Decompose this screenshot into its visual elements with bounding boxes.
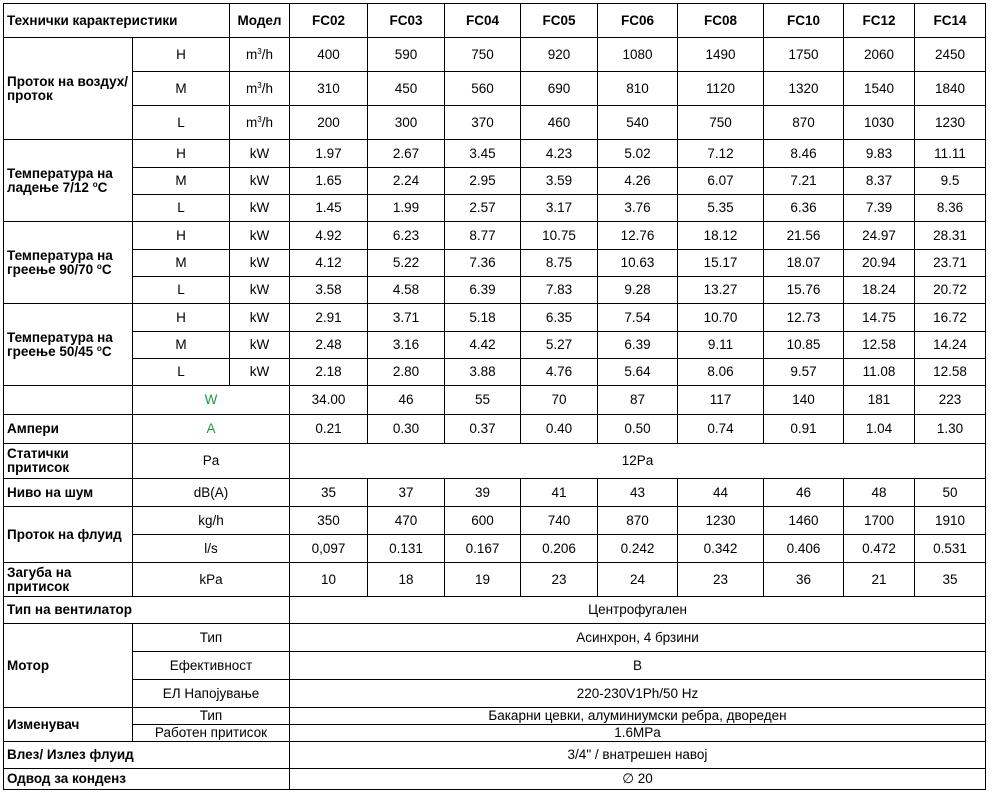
value-cell: 8.37 xyxy=(844,168,915,195)
power-label xyxy=(4,386,133,415)
value-cell: 21.56 xyxy=(764,222,844,250)
static-pressure-unit: Pa xyxy=(133,444,290,479)
value-cell: 870 xyxy=(764,106,844,140)
value-cell: 0.21 xyxy=(290,415,368,444)
value-cell: 20.94 xyxy=(844,250,915,277)
value-cell: 1490 xyxy=(678,38,764,72)
heating90-row-l xyxy=(4,277,986,304)
speed-label: H xyxy=(133,38,230,72)
value-cell: 14.75 xyxy=(844,304,915,332)
value-cell: 1.97 xyxy=(290,140,368,168)
value-cell: 2450 xyxy=(915,38,986,72)
value-cell: 70 xyxy=(521,386,598,415)
value-cell: 46 xyxy=(764,479,844,507)
value-cell: 1.45 xyxy=(290,195,368,222)
unit-label: kW xyxy=(230,168,290,195)
value-cell: 2.95 xyxy=(445,168,521,195)
exchanger-value: 1.6MPa xyxy=(290,725,986,742)
value-cell: 1030 xyxy=(844,106,915,140)
value-cell: 1.65 xyxy=(290,168,368,195)
speed-label: L xyxy=(133,106,230,140)
value-cell: 7.21 xyxy=(764,168,844,195)
value-cell: 6.23 xyxy=(368,222,445,250)
value-cell: 44 xyxy=(678,479,764,507)
exchanger-row-type xyxy=(4,708,986,725)
cooling-row-l xyxy=(4,195,986,222)
unit-label: kW xyxy=(230,222,290,250)
pressure-loss-row xyxy=(4,563,986,597)
value-cell: 1750 xyxy=(764,38,844,72)
fluid-io-value: 3/4" / внатрешен навој xyxy=(290,742,986,769)
value-cell: 18 xyxy=(368,563,445,597)
value-cell: 5.27 xyxy=(521,332,598,359)
value-cell: 18.12 xyxy=(678,222,764,250)
fluid-flow-row-ls xyxy=(4,535,986,563)
value-cell: 0.30 xyxy=(368,415,445,444)
noise-label: Ниво на шум xyxy=(4,479,133,507)
value-cell: 12.73 xyxy=(764,304,844,332)
value-cell: 9.57 xyxy=(764,359,844,386)
value-cell: 4.26 xyxy=(598,168,678,195)
value-cell: 3.17 xyxy=(521,195,598,222)
value-cell: 4.42 xyxy=(445,332,521,359)
value-cell: 370 xyxy=(445,106,521,140)
unit-label: kW xyxy=(230,277,290,304)
fluid-flow-row-kgh xyxy=(4,507,986,535)
value-cell: 8.75 xyxy=(521,250,598,277)
value-cell: 10.63 xyxy=(598,250,678,277)
speed-label: M xyxy=(133,168,230,195)
noise-unit: dB(A) xyxy=(133,479,290,507)
value-cell: 117 xyxy=(678,386,764,415)
value-cell: 4.23 xyxy=(521,140,598,168)
current-row xyxy=(4,415,986,444)
value-cell: 11.08 xyxy=(844,359,915,386)
unit-label: kW xyxy=(230,304,290,332)
value-cell: 50 xyxy=(915,479,986,507)
value-cell: 24.97 xyxy=(844,222,915,250)
fluid-flow-label: Проток на флуид xyxy=(4,507,133,563)
unit-label: $m^3/h$ xyxy=(230,106,290,140)
pressure-loss-label: Загуба на притисок xyxy=(4,563,133,597)
value-cell: 1910 xyxy=(915,507,986,535)
value-cell: 0.131 xyxy=(368,535,445,563)
value-cell: 18.24 xyxy=(844,277,915,304)
current-unit: A xyxy=(133,415,290,444)
value-cell: 87 xyxy=(598,386,678,415)
cooling-label: Температура на ладење 7/12 $^o$C xyxy=(4,140,133,222)
heating50-row-m xyxy=(4,332,986,359)
heating90-row-h xyxy=(4,222,986,250)
value-cell: 1540 xyxy=(844,72,915,106)
value-cell: 3.58 xyxy=(290,277,368,304)
model-label: Модел xyxy=(230,4,290,38)
speed-label: L xyxy=(133,195,230,222)
model-header: FC04 xyxy=(445,4,521,38)
motor-sub-label: ЕЛ Напојување xyxy=(133,680,290,708)
value-cell: 3.59 xyxy=(521,168,598,195)
value-cell: 15.17 xyxy=(678,250,764,277)
value-cell: 4.58 xyxy=(368,277,445,304)
value-cell: 1700 xyxy=(844,507,915,535)
heating50-label: Температура на греење 50/45 $^o$C xyxy=(4,304,133,386)
value-cell: 10.85 xyxy=(764,332,844,359)
motor-value: 220-230V1Ph/50 Hz xyxy=(290,680,986,708)
value-cell: 2.18 xyxy=(290,359,368,386)
value-cell: 18.07 xyxy=(764,250,844,277)
value-cell: 1230 xyxy=(678,507,764,535)
value-cell: 6.39 xyxy=(598,332,678,359)
model-header: FC12 xyxy=(844,4,915,38)
model-header: FC05 xyxy=(521,4,598,38)
value-cell: 810 xyxy=(598,72,678,106)
value-cell: 2.67 xyxy=(368,140,445,168)
value-cell: 9.28 xyxy=(598,277,678,304)
value-cell: 10 xyxy=(290,563,368,597)
value-cell: 0,097 xyxy=(290,535,368,563)
value-cell: 19 xyxy=(445,563,521,597)
value-cell: 0.472 xyxy=(844,535,915,563)
value-cell: 5.22 xyxy=(368,250,445,277)
value-cell: 470 xyxy=(368,507,445,535)
value-cell: 9.5 xyxy=(915,168,986,195)
value-cell: 7.39 xyxy=(844,195,915,222)
unit-label: kW xyxy=(230,359,290,386)
value-cell: 200 xyxy=(290,106,368,140)
value-cell: 1120 xyxy=(678,72,764,106)
speed-label: M xyxy=(133,332,230,359)
value-cell: 5.18 xyxy=(445,304,521,332)
value-cell: 46 xyxy=(368,386,445,415)
value-cell: 34.00 xyxy=(290,386,368,415)
unit-label: kW xyxy=(230,250,290,277)
model-header: FC03 xyxy=(368,4,445,38)
value-cell: 28.31 xyxy=(915,222,986,250)
value-cell: 8.06 xyxy=(678,359,764,386)
value-cell: 0.242 xyxy=(598,535,678,563)
airflow-row-h xyxy=(4,38,986,72)
value-cell: 24 xyxy=(598,563,678,597)
value-cell: 23 xyxy=(521,563,598,597)
header-row xyxy=(4,4,986,38)
airflow-label: Проток на воздух/проток xyxy=(4,38,133,140)
value-cell: 11.11 xyxy=(915,140,986,168)
unit-label: $m^3/h$ xyxy=(230,38,290,72)
value-cell: 37 xyxy=(368,479,445,507)
motor-row-efficiency xyxy=(4,652,986,680)
value-cell: 1.99 xyxy=(368,195,445,222)
value-cell: 0.37 xyxy=(445,415,521,444)
value-cell: 36 xyxy=(764,563,844,597)
exchanger-row-pressure xyxy=(4,725,986,742)
cooling-row-h xyxy=(4,140,986,168)
value-cell: 13.27 xyxy=(678,277,764,304)
value-cell: 1.04 xyxy=(844,415,915,444)
fan-type-label: Тип на вентилатор xyxy=(4,597,290,624)
speed-label: H xyxy=(133,140,230,168)
model-header: FC06 xyxy=(598,4,678,38)
heating50-row-l xyxy=(4,359,986,386)
value-cell: 3.76 xyxy=(598,195,678,222)
value-cell: 55 xyxy=(445,386,521,415)
exchanger-value: Бакарни цевки, алуминиумски ребра, двореден xyxy=(290,708,986,725)
speed-label: L xyxy=(133,277,230,304)
unit-label: kg/h xyxy=(133,507,290,535)
value-cell: 35 xyxy=(915,563,986,597)
value-cell: 39 xyxy=(445,479,521,507)
spec-table xyxy=(3,3,986,790)
value-cell: 450 xyxy=(368,72,445,106)
airflow-row-m xyxy=(4,72,986,106)
fluid-io-label: Влез/ Излез флуид xyxy=(4,742,290,769)
value-cell: 140 xyxy=(764,386,844,415)
value-cell: 9.11 xyxy=(678,332,764,359)
heating90-label: Температура на греење 90/70 $^o$C xyxy=(4,222,133,304)
value-cell: 6.35 xyxy=(521,304,598,332)
speed-label: M xyxy=(133,250,230,277)
pressure-loss-unit: kPa xyxy=(133,563,290,597)
value-cell: 1320 xyxy=(764,72,844,106)
value-cell: 23 xyxy=(678,563,764,597)
noise-row xyxy=(4,479,986,507)
cooling-row-m xyxy=(4,168,986,195)
value-cell: 2.24 xyxy=(368,168,445,195)
motor-value: Асинхрон, 4 брзини xyxy=(290,624,986,652)
value-cell: 460 xyxy=(521,106,598,140)
heating50-row-h xyxy=(4,304,986,332)
value-cell: 540 xyxy=(598,106,678,140)
condensate-row xyxy=(4,769,986,790)
value-cell: 590 xyxy=(368,38,445,72)
unit-label: $m^3/h$ xyxy=(230,72,290,106)
value-cell: 181 xyxy=(844,386,915,415)
value-cell: 4.12 xyxy=(290,250,368,277)
value-cell: 35 xyxy=(290,479,368,507)
value-cell: 0.406 xyxy=(764,535,844,563)
current-label: Ампери xyxy=(4,415,133,444)
value-cell: 0.74 xyxy=(678,415,764,444)
power-row xyxy=(4,386,986,415)
value-cell: 0.50 xyxy=(598,415,678,444)
value-cell: 350 xyxy=(290,507,368,535)
value-cell: 3.45 xyxy=(445,140,521,168)
value-cell: 740 xyxy=(521,507,598,535)
exchanger-label: Изменувач xyxy=(4,708,133,742)
static-pressure-row xyxy=(4,444,986,479)
table-title: Технички карактеристики xyxy=(4,4,230,38)
value-cell: 0.342 xyxy=(678,535,764,563)
value-cell: 0.531 xyxy=(915,535,986,563)
unit-label: kW xyxy=(230,332,290,359)
model-header: FC14 xyxy=(915,4,986,38)
motor-row-power-supply xyxy=(4,680,986,708)
value-cell: 0.167 xyxy=(445,535,521,563)
unit-label: kW xyxy=(230,195,290,222)
unit-label: l/s xyxy=(133,535,290,563)
value-cell: 1230 xyxy=(915,106,986,140)
value-cell: 4.76 xyxy=(521,359,598,386)
value-cell: 690 xyxy=(521,72,598,106)
value-cell: 14.24 xyxy=(915,332,986,359)
value-cell: 750 xyxy=(445,38,521,72)
motor-sub-label: Ефективност xyxy=(133,652,290,680)
value-cell: 2.80 xyxy=(368,359,445,386)
value-cell: 0.206 xyxy=(521,535,598,563)
value-cell: 3.16 xyxy=(368,332,445,359)
value-cell: 0.40 xyxy=(521,415,598,444)
value-cell: 20.72 xyxy=(915,277,986,304)
value-cell: 1080 xyxy=(598,38,678,72)
value-cell: 0.91 xyxy=(764,415,844,444)
value-cell: 870 xyxy=(598,507,678,535)
value-cell: 15.76 xyxy=(764,277,844,304)
value-cell: 3.88 xyxy=(445,359,521,386)
value-cell: 1.30 xyxy=(915,415,986,444)
value-cell: 2.57 xyxy=(445,195,521,222)
value-cell: 43 xyxy=(598,479,678,507)
value-cell: 2.91 xyxy=(290,304,368,332)
static-pressure-label: Статички притисок xyxy=(4,444,133,479)
motor-row-type xyxy=(4,624,986,652)
value-cell: 7.54 xyxy=(598,304,678,332)
value-cell: 310 xyxy=(290,72,368,106)
value-cell: 8.36 xyxy=(915,195,986,222)
value-cell: 16.72 xyxy=(915,304,986,332)
value-cell: 920 xyxy=(521,38,598,72)
model-header: FC10 xyxy=(764,4,844,38)
motor-sub-label: Тип xyxy=(133,624,290,652)
airflow-row-l xyxy=(4,106,986,140)
value-cell: 7.12 xyxy=(678,140,764,168)
value-cell: 400 xyxy=(290,38,368,72)
exchanger-sub-label: Тип xyxy=(133,708,290,725)
value-cell: 8.46 xyxy=(764,140,844,168)
value-cell: 9.83 xyxy=(844,140,915,168)
value-cell: 7.36 xyxy=(445,250,521,277)
value-cell: 2.48 xyxy=(290,332,368,359)
value-cell: 21 xyxy=(844,563,915,597)
condensate-value: ∅ 20 xyxy=(290,769,986,790)
value-cell: 12.58 xyxy=(915,359,986,386)
value-cell: 750 xyxy=(678,106,764,140)
value-cell: 6.39 xyxy=(445,277,521,304)
value-cell: 5.35 xyxy=(678,195,764,222)
fan-type-row xyxy=(4,597,986,624)
speed-label: H xyxy=(133,304,230,332)
speed-label: H xyxy=(133,222,230,250)
fan-type-value: Центрофугален xyxy=(290,597,986,624)
value-cell: 1840 xyxy=(915,72,986,106)
value-cell: 3.71 xyxy=(368,304,445,332)
value-cell: 1460 xyxy=(764,507,844,535)
speed-label: L xyxy=(133,359,230,386)
value-cell: 48 xyxy=(844,479,915,507)
static-pressure-value: 12Pa xyxy=(290,444,986,479)
condensate-label: Одвод за конденз xyxy=(4,769,290,790)
fluid-io-row xyxy=(4,742,986,769)
value-cell: 5.64 xyxy=(598,359,678,386)
power-unit: W xyxy=(133,386,290,415)
value-cell: 23.71 xyxy=(915,250,986,277)
value-cell: 6.36 xyxy=(764,195,844,222)
speed-label: M xyxy=(133,72,230,106)
value-cell: 223 xyxy=(915,386,986,415)
value-cell: 4.92 xyxy=(290,222,368,250)
model-header: FC02 xyxy=(290,4,368,38)
heating90-row-m xyxy=(4,250,986,277)
value-cell: 560 xyxy=(445,72,521,106)
value-cell: 8.77 xyxy=(445,222,521,250)
motor-value: B xyxy=(290,652,986,680)
value-cell: 5.02 xyxy=(598,140,678,168)
value-cell: 12.58 xyxy=(844,332,915,359)
value-cell: 41 xyxy=(521,479,598,507)
exchanger-sub-label: Работен притисок xyxy=(133,725,290,742)
value-cell: 10.70 xyxy=(678,304,764,332)
value-cell: 12.76 xyxy=(598,222,678,250)
unit-label: kW xyxy=(230,140,290,168)
value-cell: 600 xyxy=(445,507,521,535)
value-cell: 7.83 xyxy=(521,277,598,304)
value-cell: 300 xyxy=(368,106,445,140)
value-cell: 2060 xyxy=(844,38,915,72)
model-header: FC08 xyxy=(678,4,764,38)
motor-label: Мотор xyxy=(4,624,133,708)
value-cell: 10.75 xyxy=(521,222,598,250)
value-cell: 6.07 xyxy=(678,168,764,195)
